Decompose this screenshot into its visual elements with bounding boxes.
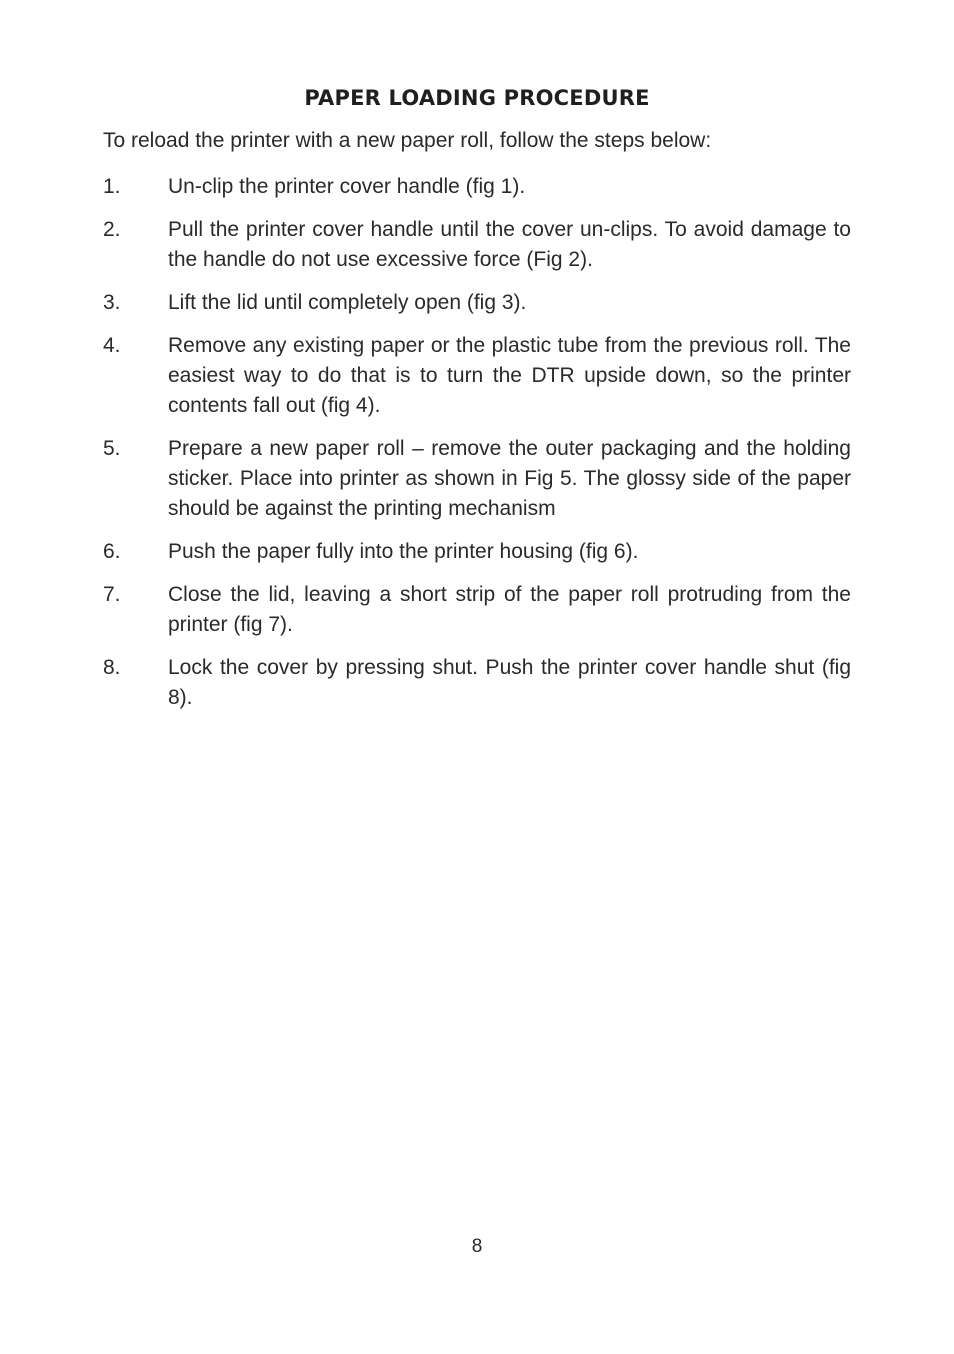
step-text: Un-clip the printer cover handle (fig 1). [168,175,526,198]
list-item [103,288,851,318]
list-item [103,215,851,275]
list-item [103,434,851,524]
list-item [103,653,851,713]
step-text: Pull the printer cover handle until the cover un-clips. To avoid damage to the handle do not use excessive force (Fig 2). [168,218,851,271]
step-number: 5. [103,437,121,460]
step-text: Close the lid, leaving a short strip of the paper roll protruding from the printer (fig 7). [168,583,851,636]
intro-paragraph: To reload the printer with a new paper roll, follow the steps below: [103,129,712,152]
step-number: 8. [103,656,121,679]
step-number: 6. [103,540,121,563]
list-item [103,172,851,202]
list-item [103,537,851,567]
list-item [103,331,851,421]
step-number: 1. [103,175,121,198]
page-number: 8 [471,1236,483,1257]
list-item [103,580,851,640]
step-text: Lift the lid until completely open (fig 3). [168,291,527,314]
step-text: Push the paper fully into the printer housing (fig 6). [168,540,639,563]
step-number: 4. [103,334,121,357]
step-text: Remove any existing paper or the plastic tube from the previous roll. The easiest way to do that is to turn the DTR upside down, so the printer contents fall out (fig 4). [168,334,851,417]
step-number: 2. [103,218,121,241]
steps-list [103,172,851,726]
step-text: Lock the cover by pressing shut. Push the printer cover handle shut (fig 8). [168,656,851,709]
page-title: PAPER LOADING PROCEDURE [304,86,650,110]
step-text: Prepare a new paper roll – remove the outer packaging and the holding sticker. Place into printer as shown in Fig 5. The glossy side of the paper should be against the printing mechanism [168,437,851,520]
step-number: 7. [103,583,121,606]
step-number: 3. [103,291,121,314]
